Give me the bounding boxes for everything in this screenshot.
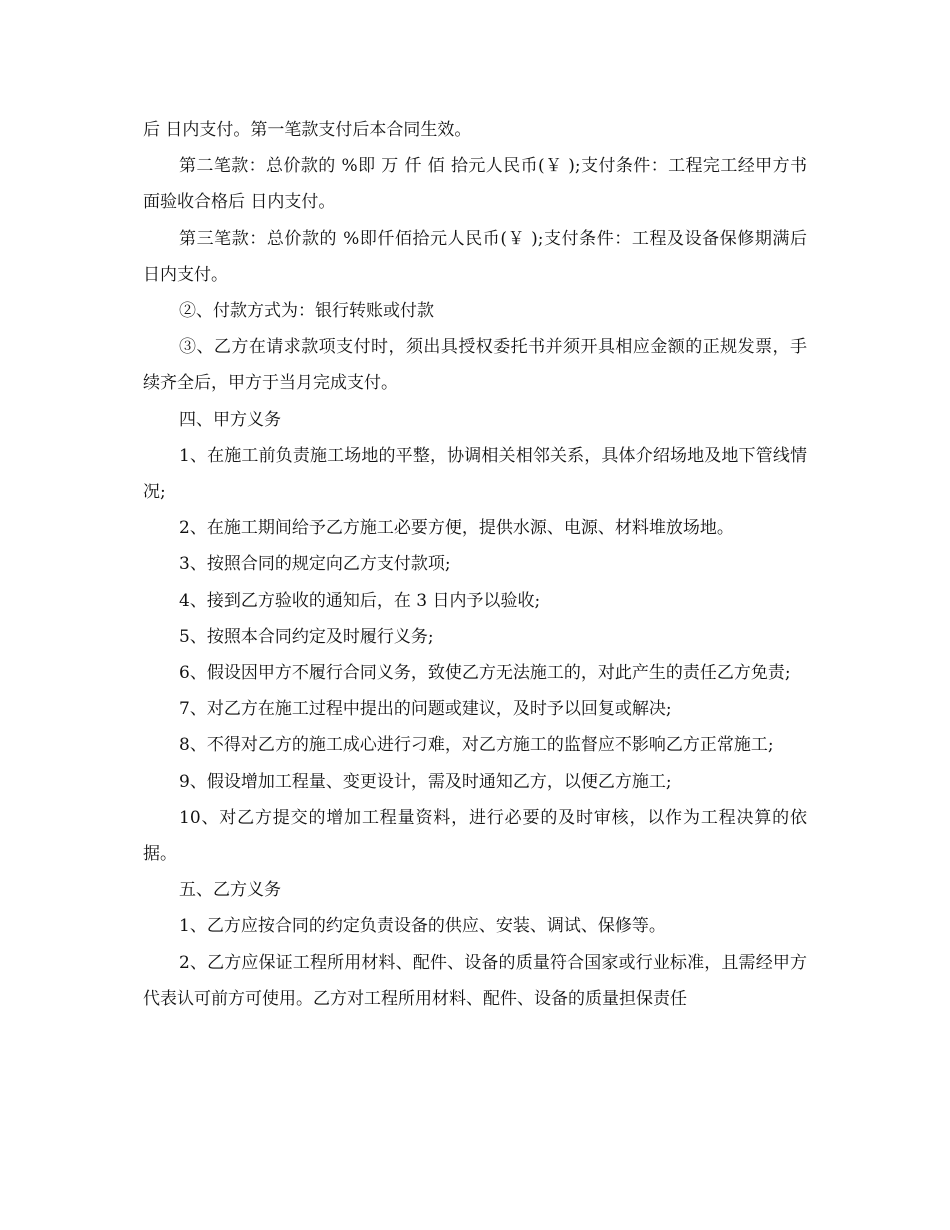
section-heading-party-a: 四、甲方义务	[179, 409, 281, 430]
paragraph-payment-3: 第三笔款：总价款的 %即仟佰拾元人民币(￥ );支付条件：工程及设备保修期满后 日内支付。	[143, 228, 813, 285]
list-item: 2、在施工期间给予乙方施工必要方便，提供水源、电源、材料堆放场地。	[179, 518, 734, 539]
document-body	[143, 112, 813, 1017]
section-heading-party-b: 五、乙方义务	[179, 880, 281, 901]
list-item: 6、假设因甲方不履行合同义务，致使乙方无法施工的，对此产生的责任乙方免责;	[179, 663, 791, 684]
list-item: 1、乙方应按合同的约定负责设备的供应、安装、调试、保修等。	[179, 916, 666, 937]
list-item: 1、在施工前负责施工场地的平整，协调相关相邻关系，具体介绍场地及地下管线情况;	[143, 445, 807, 503]
list-item: 5、按照本合同约定及时履行义务;	[179, 626, 434, 647]
paragraph-payment-2: 第二笔款：总价款的 %即 万 仟 佰 拾元人民币(￥ );支付条件：工程完工经甲方书面验收合格后 日内支付。	[143, 156, 807, 213]
list-item: 8、不得对乙方的施工成心进行刁难，对乙方施工的监督应不影响乙方正常施工;	[179, 735, 774, 756]
paragraph-payment-method: ②、付款方式为：银行转账或付款	[179, 301, 434, 322]
list-item: 4、接到乙方验收的通知后，在 3 日内予以验收;	[179, 590, 541, 611]
list-item: 9、假设增加工程量、变更设计，需及时通知乙方，以便乙方施工;	[179, 771, 672, 792]
list-item: 3、按照合同的规定向乙方支付款项;	[179, 554, 451, 575]
list-item: 10、对乙方提交的增加工程量资料，进行必要的及时审核，以作为工程决算的依据。	[143, 807, 807, 865]
list-item: 2、乙方应保证工程所用材料、配件、设备的质量符合国家或行业标准，且需经甲方代表认可前方可使用。乙方对工程所用材料、配件、设备的质量担保责任	[143, 952, 807, 1009]
paragraph-payment-1-continued: 后 日内支付。第一笔款支付后本合同生效。	[143, 120, 472, 140]
paragraph-payment-request: ③、乙方在请求款项支付时，须出具授权委托书并须开具相应金额的正规发票，手续齐全后，甲方于当月完成支付。	[143, 337, 807, 394]
list-item: 7、对乙方在施工过程中提出的问题或建议，及时予以回复或解决;	[179, 699, 672, 720]
